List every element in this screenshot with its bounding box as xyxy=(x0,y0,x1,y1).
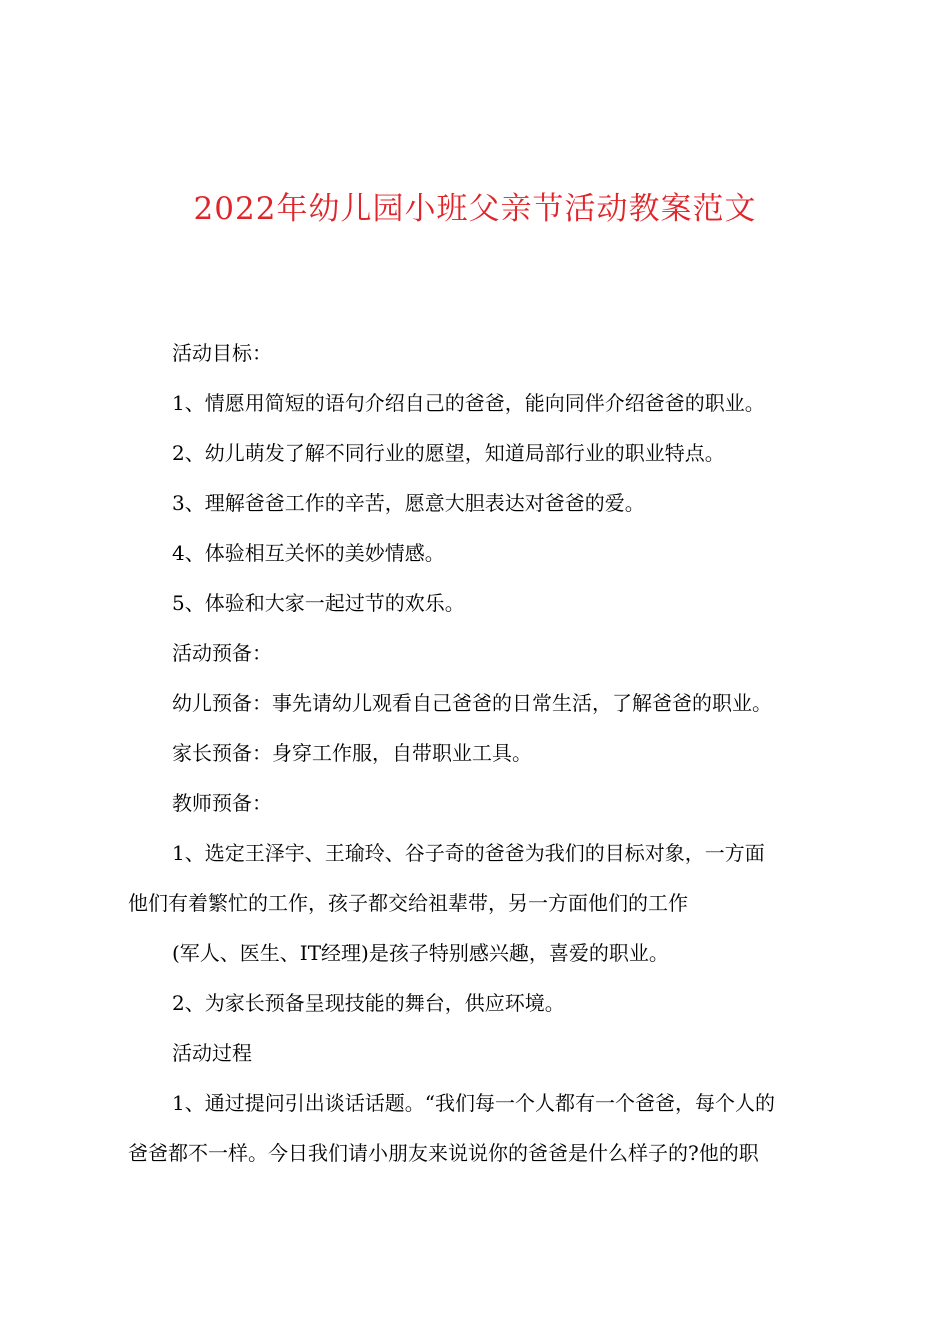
paragraph-line: 爸爸都不一样。今日我们请小朋友来说说你的爸爸是什么样子的?他的职 xyxy=(128,1141,759,1165)
paragraph-line: 他们有着繁忙的工作，孩子都交给祖辈带，另一方面他们的工作 xyxy=(128,891,688,915)
paragraph-line: 活动预备： xyxy=(172,641,272,665)
paragraph-line: 1、通过提问引出谈话话题。“我们每一个人都有一个爸爸，每个人的 xyxy=(172,1091,775,1115)
paragraph-line: (军人、医生、IT经理)是孩子特别感兴趣，喜爱的职业。 xyxy=(172,941,669,965)
document-body xyxy=(128,338,840,1188)
paragraph-line: 活动目标： xyxy=(172,341,272,365)
paragraph-line: 3、理解爸爸工作的辛苦，愿意大胆表达对爸爸的爱。 xyxy=(172,491,645,515)
paragraph-line: 家长预备：身穿工作服，自带职业工具。 xyxy=(172,741,532,765)
paragraph-line: 教师预备： xyxy=(172,791,272,815)
paragraph-line: 活动过程 xyxy=(172,1041,252,1065)
paragraph-line: 幼儿预备：事先请幼儿观看自己爸爸的日常生活，了解爸爸的职业。 xyxy=(172,691,772,715)
paragraph-line: 5、体验和大家一起过节的欢乐。 xyxy=(172,591,465,615)
paragraph-line: 4、体验相互关怀的美妙情感。 xyxy=(172,541,445,565)
paragraph-line: 2、幼儿萌发了解不同行业的愿望，知道局部行业的职业特点。 xyxy=(172,441,725,465)
paragraph-line: 1、情愿用简短的语句介绍自己的爸爸，能向同伴介绍爸爸的职业。 xyxy=(172,391,765,415)
paragraph-line: 1、选定王泽宇、王瑜玲、谷子奇的爸爸为我们的目标对象，一方面 xyxy=(172,841,765,865)
document-title: 2022年幼儿园小班父亲节活动教案范文 xyxy=(193,191,757,227)
paragraph-line: 2、为家长预备呈现技能的舞台，供应环境。 xyxy=(172,991,565,1015)
